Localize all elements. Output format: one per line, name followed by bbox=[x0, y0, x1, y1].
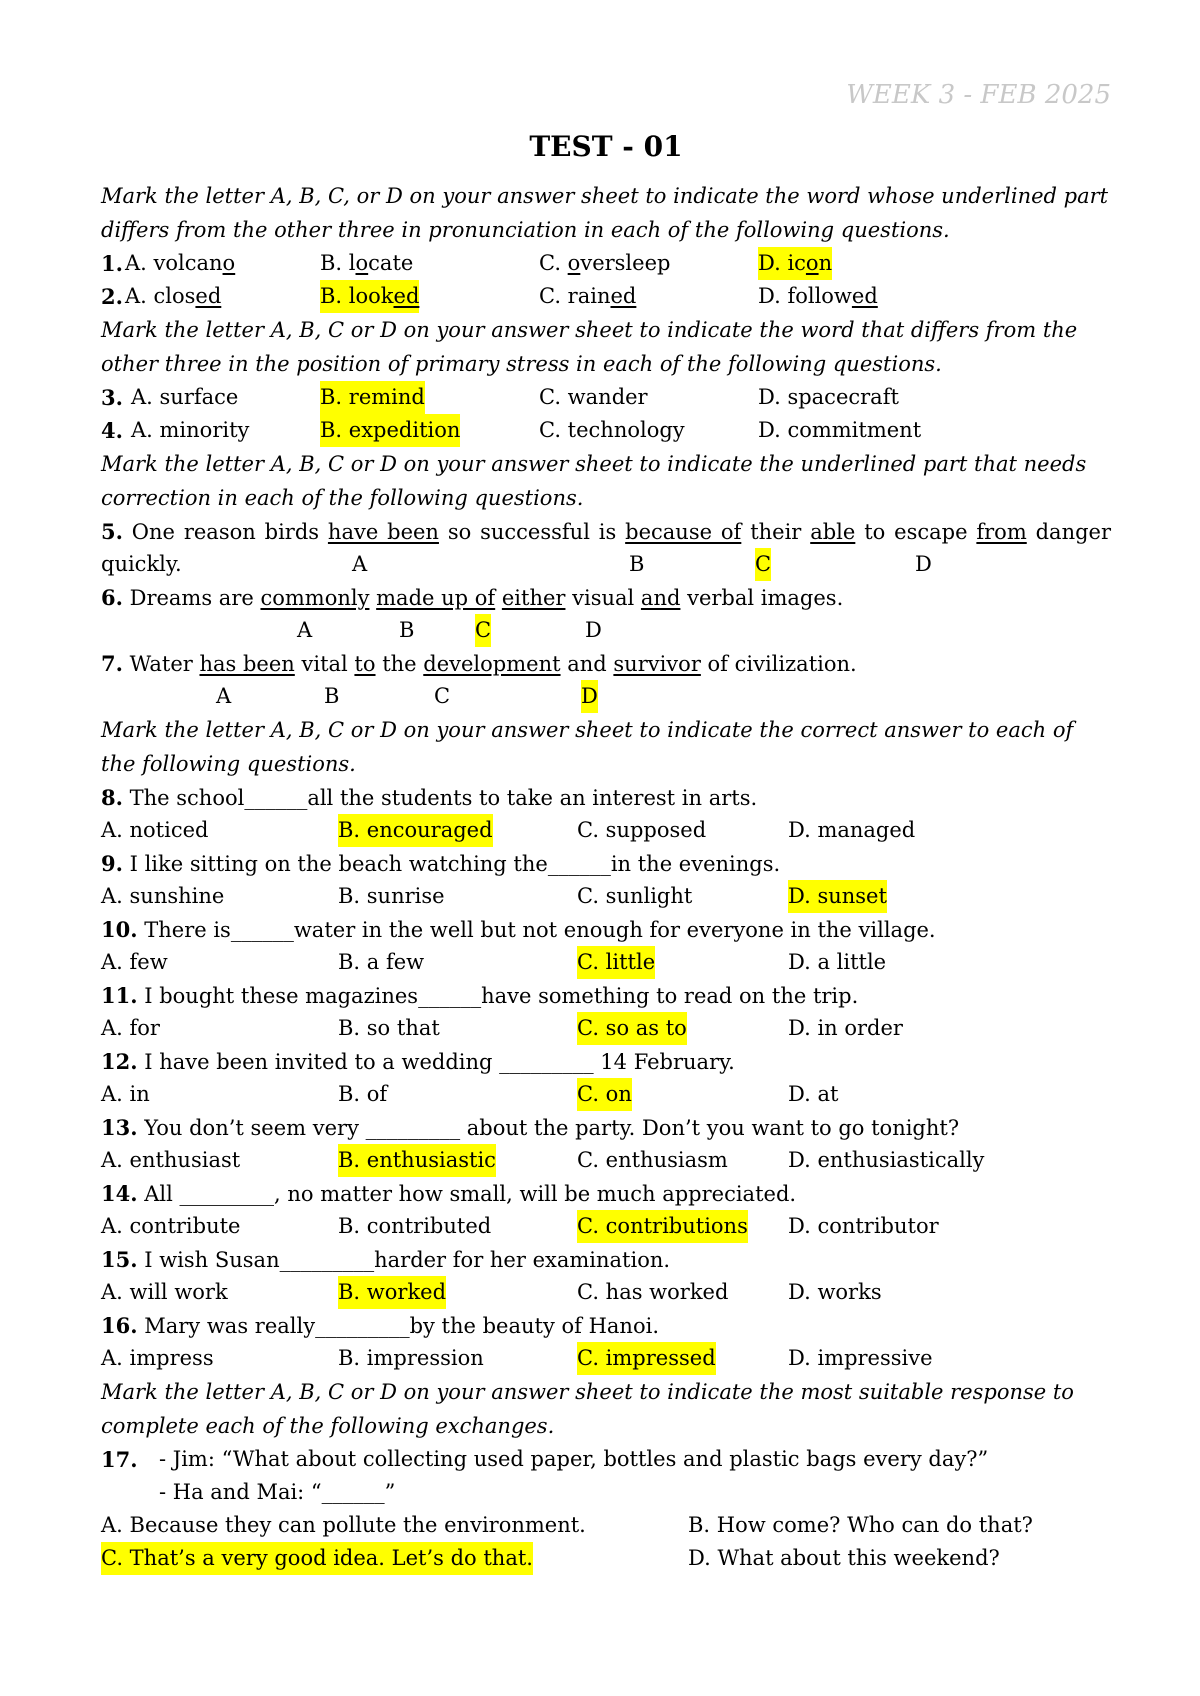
letter-a: A bbox=[352, 552, 368, 576]
question-8-options bbox=[101, 814, 1111, 847]
question-14-options bbox=[101, 1210, 1111, 1243]
option-d: D. enthusiastically bbox=[788, 1148, 985, 1172]
question-number: 3. bbox=[101, 385, 123, 410]
option-a: A. for bbox=[101, 1016, 160, 1040]
question-number: 10. bbox=[101, 917, 138, 942]
question-15-options bbox=[101, 1276, 1111, 1309]
question-number: 1. bbox=[101, 251, 123, 276]
question-13-options bbox=[101, 1144, 1111, 1177]
question-16-options bbox=[101, 1342, 1111, 1375]
question-12 bbox=[101, 1045, 1111, 1078]
option-d: D. in order bbox=[788, 1016, 903, 1040]
question-number: 5. bbox=[101, 519, 123, 544]
question-10 bbox=[101, 913, 1111, 946]
question-5: 5. One reason birds have been so successful is because of their able to escape from danger bbox=[101, 519, 1112, 544]
option-a: A. impress bbox=[101, 1346, 214, 1370]
option-d: D. impressive bbox=[788, 1346, 933, 1370]
letter-b: B bbox=[629, 552, 645, 576]
letter-a: A bbox=[297, 618, 313, 642]
option-c-answer: C. so as to bbox=[577, 1012, 687, 1045]
letter-b: B bbox=[399, 618, 415, 642]
option-d: D. commitment bbox=[758, 418, 922, 442]
option-d: D. contributor bbox=[788, 1214, 939, 1238]
option-b-answer: B. expedition bbox=[320, 414, 460, 447]
letter-d: D bbox=[915, 552, 932, 576]
option-d: D. What about this weekend? bbox=[688, 1546, 1000, 1570]
question-17-reply bbox=[101, 1476, 1111, 1509]
question-number: 15. bbox=[101, 1247, 138, 1272]
instruction-exchange: Mark the letter A, B, C or D on your answer sheet to indicate the most suitable response to complete each of the following exchanges. bbox=[101, 1380, 1074, 1438]
option-d: D. spacecraft bbox=[758, 385, 899, 409]
letter-d: D bbox=[585, 618, 602, 642]
option-d-answer: D. sunset bbox=[788, 880, 887, 913]
dialogue-line-2: - Ha and Mai: “______” bbox=[159, 1480, 396, 1504]
question-10-options bbox=[101, 946, 1111, 979]
question-text: Mary was really_________by the beauty of Hanoi. bbox=[144, 1314, 659, 1338]
option-d: D. followed bbox=[758, 284, 878, 308]
option-c-answer: C. little bbox=[577, 946, 655, 979]
page-title: TEST - 01 bbox=[529, 130, 683, 163]
question-5-letters: quickly. A B C D bbox=[101, 548, 1111, 581]
question-7: 7. Water has been vital to the development and survivor of civilization. bbox=[101, 651, 857, 676]
question-4 bbox=[101, 414, 1111, 447]
option-c-answer: C. impressed bbox=[577, 1342, 716, 1375]
question-11-options bbox=[101, 1012, 1111, 1045]
question-6: 6. Dreams are commonly made up of either visual and verbal images. bbox=[101, 585, 844, 610]
question-number: 12. bbox=[101, 1049, 138, 1074]
question-9-options bbox=[101, 880, 1111, 913]
instruction-mcq: Mark the letter A, B, C or D on your answer sheet to indicate the correct answer to each of the following questions. bbox=[101, 718, 1074, 776]
option-a: A. will work bbox=[101, 1280, 228, 1304]
option-b-answer: B. remind bbox=[320, 381, 425, 414]
letter-b: B bbox=[324, 684, 340, 708]
question-text: I like sitting on the beach watching the______in the evenings. bbox=[129, 852, 781, 876]
option-b-answer: B. worked bbox=[338, 1276, 446, 1309]
option-a: A. surface bbox=[131, 385, 239, 409]
option-b: B. of bbox=[338, 1082, 388, 1106]
question-text: I wish Susan_________harder for her examination. bbox=[144, 1248, 671, 1272]
question-number: 16. bbox=[101, 1313, 138, 1338]
option-c: C. wander bbox=[539, 385, 648, 409]
question-12-options bbox=[101, 1078, 1111, 1111]
question-number: 4. bbox=[101, 418, 123, 443]
question-7-letters bbox=[101, 680, 1111, 713]
option-a: A. few bbox=[101, 950, 168, 974]
question-8 bbox=[101, 781, 1111, 814]
option-a: A. volcano bbox=[125, 251, 236, 275]
question-15 bbox=[101, 1243, 1111, 1276]
option-b-answer: B. encouraged bbox=[338, 814, 493, 847]
question-text: You don’t seem very _________ about the party. Don’t you want to go tonight? bbox=[144, 1116, 960, 1140]
question-9 bbox=[101, 847, 1111, 880]
option-a: A. Because they can pollute the environment. bbox=[101, 1513, 586, 1537]
question-2 bbox=[101, 280, 1111, 313]
option-c-answer: C. That’s a very good idea. Let’s do that. bbox=[101, 1542, 533, 1575]
question-number: 8. bbox=[101, 785, 123, 810]
option-d: D. a little bbox=[788, 950, 887, 974]
question-text: All _________, no matter how small, will be much appreciated. bbox=[144, 1182, 797, 1206]
option-a: A. minority bbox=[131, 418, 250, 442]
question-6-letters bbox=[101, 614, 1111, 647]
option-c: C. enthusiasm bbox=[577, 1148, 728, 1172]
option-c: C. sunlight bbox=[577, 884, 693, 908]
option-c: C. supposed bbox=[577, 818, 707, 842]
option-c: C. has worked bbox=[577, 1280, 729, 1304]
question-number: 2. bbox=[101, 284, 123, 309]
question-13 bbox=[101, 1111, 1111, 1144]
option-a: A. noticed bbox=[101, 818, 209, 842]
option-b: B. impression bbox=[338, 1346, 484, 1370]
option-c: C. technology bbox=[539, 418, 685, 442]
question-number: 9. bbox=[101, 851, 123, 876]
letter-c-answer: C bbox=[475, 614, 491, 647]
instruction-correction: Mark the letter A, B, C or D on your answer sheet to indicate the underlined part that needs correction in each of the following questions. bbox=[101, 452, 1087, 510]
option-c-answer: C. on bbox=[577, 1078, 632, 1111]
option-d: D. managed bbox=[788, 818, 916, 842]
test-page bbox=[101, 80, 1111, 1575]
letter-c-answer: C bbox=[755, 548, 771, 581]
option-a: A. sunshine bbox=[101, 884, 225, 908]
option-b: B. locate bbox=[320, 251, 414, 275]
option-b: B. sunrise bbox=[338, 884, 445, 908]
question-3 bbox=[101, 381, 1111, 414]
question-text: I have been invited to a wedding _________ 14 February. bbox=[144, 1050, 735, 1074]
option-a: A. enthusiast bbox=[101, 1148, 241, 1172]
option-a: A. closed bbox=[125, 284, 222, 308]
instruction-stress: Mark the letter A, B, C or D on your answer sheet to indicate the word that differs from the other three in the position of primary stress in each of the following questions. bbox=[101, 318, 1078, 376]
question-number: 6. bbox=[101, 585, 123, 610]
question-number: 13. bbox=[101, 1115, 138, 1140]
question-17-options-1 bbox=[101, 1509, 1111, 1542]
question-11 bbox=[101, 979, 1111, 1012]
option-b-answer: B. looked bbox=[320, 280, 419, 313]
option-b: B. so that bbox=[338, 1016, 440, 1040]
option-d: D. at bbox=[788, 1082, 839, 1106]
dialogue-line-1: - Jim: “What about collecting used paper, bottles and plastic bags every day?” bbox=[159, 1447, 989, 1471]
option-b: B. How come? Who can do that? bbox=[688, 1513, 1033, 1537]
question-17-options-2 bbox=[101, 1542, 1111, 1575]
option-c: C. oversleep bbox=[539, 251, 671, 275]
question-number: 17. bbox=[101, 1447, 138, 1472]
option-c-answer: C. contributions bbox=[577, 1210, 748, 1243]
option-b-answer: B. enthusiastic bbox=[338, 1144, 496, 1177]
instruction-pronunciation: Mark the letter A, B, C, or D on your answer sheet to indicate the word whose underlined part differs from the other three in pronunciation in each of the following questions. bbox=[101, 184, 1109, 242]
question-17 bbox=[101, 1443, 1111, 1476]
question-text: The school______all the students to take an interest in arts. bbox=[129, 786, 758, 810]
question-14 bbox=[101, 1177, 1111, 1210]
question-1 bbox=[101, 247, 1111, 280]
letter-d-answer: D bbox=[581, 680, 598, 713]
option-a: A. contribute bbox=[101, 1214, 241, 1238]
letter-c: C bbox=[434, 684, 451, 708]
letter-a: A bbox=[216, 684, 232, 708]
question-number: 7. bbox=[101, 651, 123, 676]
option-d: D. works bbox=[788, 1280, 882, 1304]
question-number: 11. bbox=[101, 983, 138, 1008]
page-header: WEEK 3 - FEB 2025 bbox=[846, 80, 1111, 110]
option-b: B. a few bbox=[338, 950, 425, 974]
question-number: 14. bbox=[101, 1181, 138, 1206]
question-text: I bought these magazines______have something to read on the trip. bbox=[144, 984, 859, 1008]
option-a: A. in bbox=[101, 1082, 150, 1106]
option-d-answer: D. icon bbox=[758, 247, 832, 280]
question-16 bbox=[101, 1309, 1111, 1342]
question-text: There is______water in the well but not enough for everyone in the village. bbox=[144, 918, 936, 942]
option-c: C. rained bbox=[539, 284, 637, 308]
option-b: B. contributed bbox=[338, 1214, 492, 1238]
